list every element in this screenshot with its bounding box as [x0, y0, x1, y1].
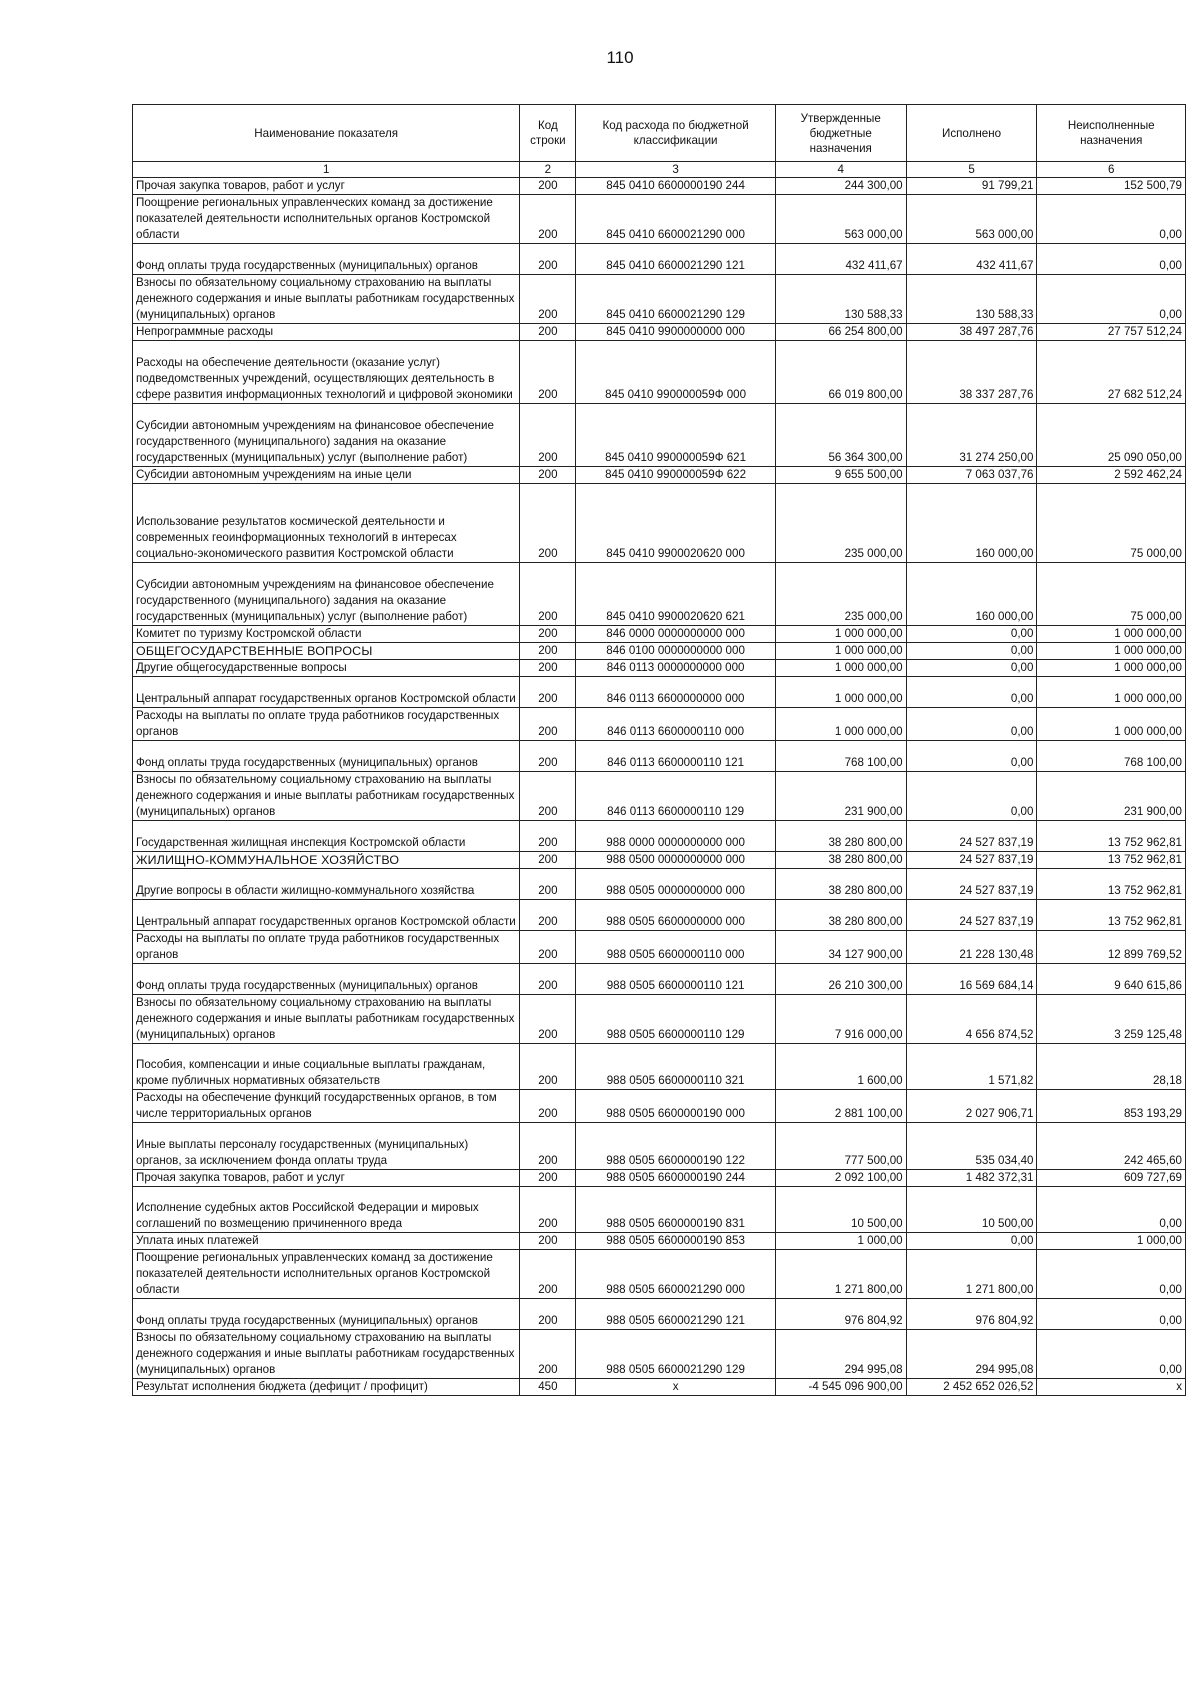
table-row — [133, 324, 1186, 341]
row-approved: 34 127 900,00 — [775, 931, 906, 964]
row-name: Фонд оплаты труда государственных (муниципальных) органов — [133, 964, 520, 995]
row-unexecuted: 231 900,00 — [1037, 772, 1186, 821]
row-name: Центральный аппарат государственных органов Костромской области — [133, 900, 520, 931]
table-row — [133, 995, 1186, 1044]
row-executed: 160 000,00 — [906, 563, 1037, 626]
row-approved: 294 995,08 — [775, 1330, 906, 1379]
row-executed: 1 571,82 — [906, 1044, 1037, 1090]
table-row — [133, 1090, 1186, 1123]
row-budget-code: 988 0505 6600000190 122 — [576, 1123, 775, 1170]
table-row — [133, 869, 1186, 900]
page-number: 110 — [606, 48, 634, 67]
row-line-code: 200 — [520, 708, 576, 741]
row-unexecuted: x — [1037, 1379, 1186, 1396]
row-unexecuted: 1 000 000,00 — [1037, 643, 1186, 660]
row-name: Расходы на обеспечение деятельности (оказание услуг) подведомственных учреждений, осуществляющих деятельность в сфере развития информационных технологий и цифровой экономики — [133, 341, 520, 404]
row-executed: 563 000,00 — [906, 195, 1037, 244]
row-line-code: 200 — [520, 772, 576, 821]
row-line-code: 200 — [520, 964, 576, 995]
table-row — [133, 467, 1186, 484]
row-line-code: 200 — [520, 677, 576, 708]
row-approved: 38 280 800,00 — [775, 900, 906, 931]
row-executed: 0,00 — [906, 677, 1037, 708]
row-line-code: 200 — [520, 1090, 576, 1123]
row-name: Расходы на выплаты по оплате труда работников государственных органов — [133, 931, 520, 964]
row-line-code: 200 — [520, 195, 576, 244]
table-header-row — [133, 105, 1186, 162]
row-budget-code: 988 0505 6600000190 853 — [576, 1233, 775, 1250]
row-name: Фонд оплаты труда государственных (муниципальных) органов — [133, 741, 520, 772]
row-name: ЖИЛИЩНО-КОММУНАЛЬНОЕ ХОЗЯЙСТВО — [133, 852, 520, 869]
row-name: Взносы по обязательному социальному страхованию на выплаты денежного содержания и иные выплаты работникам государственных (муниципальных) органов — [133, 275, 520, 324]
row-line-code: 200 — [520, 1170, 576, 1187]
table-row — [133, 821, 1186, 852]
row-executed: 432 411,67 — [906, 244, 1037, 275]
row-line-code: 200 — [520, 563, 576, 626]
row-approved: 66 254 800,00 — [775, 324, 906, 341]
row-budget-code: x — [576, 1379, 775, 1396]
column-number: 6 — [1037, 162, 1186, 178]
row-name: Субсидии автономным учреждениям на финансовое обеспечение государственного (муниципального) задания на оказание государственных (муниципальных) услуг (выполнение работ) — [133, 563, 520, 626]
row-unexecuted: 1 000 000,00 — [1037, 677, 1186, 708]
row-unexecuted: 1 000,00 — [1037, 1233, 1186, 1250]
row-unexecuted: 13 752 962,81 — [1037, 900, 1186, 931]
column-header-name: Наименование показателя — [133, 105, 520, 162]
row-executed: 1 482 372,31 — [906, 1170, 1037, 1187]
row-unexecuted: 768 100,00 — [1037, 741, 1186, 772]
row-approved: 235 000,00 — [775, 563, 906, 626]
row-unexecuted: 75 000,00 — [1037, 563, 1186, 626]
row-executed: 0,00 — [906, 660, 1037, 677]
row-executed: 31 274 250,00 — [906, 404, 1037, 467]
row-budget-code: 988 0505 6600000190 244 — [576, 1170, 775, 1187]
column-header-budget-code: Код расхода по бюджетной классификации — [576, 105, 775, 162]
table-row — [133, 677, 1186, 708]
row-executed: 2 027 906,71 — [906, 1090, 1037, 1123]
row-line-code: 200 — [520, 660, 576, 677]
row-unexecuted: 2 592 462,24 — [1037, 467, 1186, 484]
row-line-code: 450 — [520, 1379, 576, 1396]
row-approved: 2 881 100,00 — [775, 1090, 906, 1123]
row-executed: 21 228 130,48 — [906, 931, 1037, 964]
row-approved: 38 280 800,00 — [775, 821, 906, 852]
budget-execution-table — [132, 104, 1186, 1396]
row-name: Другие вопросы в области жилищно-коммунального хозяйства — [133, 869, 520, 900]
row-approved: 768 100,00 — [775, 741, 906, 772]
row-unexecuted: 0,00 — [1037, 1187, 1186, 1233]
table-row — [133, 900, 1186, 931]
row-unexecuted: 0,00 — [1037, 275, 1186, 324]
column-number: 1 — [133, 162, 520, 178]
column-header-approved: Утвержденные бюджетные назначения — [775, 105, 906, 162]
table-row — [133, 341, 1186, 404]
column-header-line-code: Код строки — [520, 105, 576, 162]
row-name: Центральный аппарат государственных органов Костромской области — [133, 677, 520, 708]
row-approved: 130 588,33 — [775, 275, 906, 324]
row-unexecuted: 28,18 — [1037, 1044, 1186, 1090]
row-line-code: 200 — [520, 467, 576, 484]
row-line-code: 200 — [520, 741, 576, 772]
table-row — [133, 1123, 1186, 1170]
row-name: Расходы на выплаты по оплате труда работников государственных органов — [133, 708, 520, 741]
row-approved: 7 916 000,00 — [775, 995, 906, 1044]
row-line-code: 200 — [520, 869, 576, 900]
table-row — [133, 660, 1186, 677]
table-row — [133, 178, 1186, 195]
row-approved: 231 900,00 — [775, 772, 906, 821]
row-budget-code: 988 0505 6600021290 121 — [576, 1299, 775, 1330]
row-budget-code: 988 0000 0000000000 000 — [576, 821, 775, 852]
row-name: Расходы на обеспечение функций государственных органов, в том числе территориальных органов — [133, 1090, 520, 1123]
row-line-code: 200 — [520, 178, 576, 195]
row-unexecuted: 0,00 — [1037, 1250, 1186, 1299]
column-header-unexecuted: Неисполненные назначения — [1037, 105, 1186, 162]
row-name: Иные выплаты персоналу государственных (муниципальных) органов, за исключением фонда оплаты труда — [133, 1123, 520, 1170]
table-row — [133, 275, 1186, 324]
row-approved: 2 092 100,00 — [775, 1170, 906, 1187]
row-unexecuted: 0,00 — [1037, 244, 1186, 275]
table-row — [133, 244, 1186, 275]
table-row — [133, 563, 1186, 626]
row-executed: 0,00 — [906, 626, 1037, 643]
row-unexecuted: 75 000,00 — [1037, 484, 1186, 563]
row-name: Взносы по обязательному социальному страхованию на выплаты денежного содержания и иные выплаты работникам государственных (муниципальных) органов — [133, 995, 520, 1044]
row-budget-code: 846 0113 6600000110 121 — [576, 741, 775, 772]
row-executed: 0,00 — [906, 708, 1037, 741]
table-row — [133, 964, 1186, 995]
row-line-code: 200 — [520, 244, 576, 275]
row-budget-code: 846 0113 6600000000 000 — [576, 677, 775, 708]
row-executed: 294 995,08 — [906, 1330, 1037, 1379]
row-budget-code: 988 0500 0000000000 000 — [576, 852, 775, 869]
row-name: ОБЩЕГОСУДАРСТВЕННЫЕ ВОПРОСЫ — [133, 643, 520, 660]
column-number: 5 — [906, 162, 1037, 178]
row-line-code: 200 — [520, 900, 576, 931]
row-executed: 24 527 837,19 — [906, 821, 1037, 852]
row-budget-code: 846 0100 0000000000 000 — [576, 643, 775, 660]
row-unexecuted: 13 752 962,81 — [1037, 869, 1186, 900]
table-row — [133, 772, 1186, 821]
row-approved: 1 000 000,00 — [775, 708, 906, 741]
row-budget-code: 988 0505 6600000110 121 — [576, 964, 775, 995]
row-approved: 26 210 300,00 — [775, 964, 906, 995]
row-budget-code: 988 0505 6600021290 129 — [576, 1330, 775, 1379]
row-unexecuted: 27 682 512,24 — [1037, 341, 1186, 404]
row-approved: 1 271 800,00 — [775, 1250, 906, 1299]
table-row — [133, 741, 1186, 772]
row-budget-code: 845 0410 9900000000 000 — [576, 324, 775, 341]
row-approved: 1 600,00 — [775, 1044, 906, 1090]
row-executed: 38 337 287,76 — [906, 341, 1037, 404]
row-executed: 24 527 837,19 — [906, 900, 1037, 931]
row-executed: 976 804,92 — [906, 1299, 1037, 1330]
table-row — [133, 484, 1186, 563]
row-line-code: 200 — [520, 1187, 576, 1233]
row-name: Прочая закупка товаров, работ и услуг — [133, 178, 520, 195]
row-unexecuted: 27 757 512,24 — [1037, 324, 1186, 341]
row-line-code: 200 — [520, 852, 576, 869]
row-unexecuted: 152 500,79 — [1037, 178, 1186, 195]
table-row — [133, 1299, 1186, 1330]
row-line-code: 200 — [520, 1044, 576, 1090]
row-budget-code: 845 0410 6600021290 121 — [576, 244, 775, 275]
row-approved: -4 545 096 900,00 — [775, 1379, 906, 1396]
row-name: Фонд оплаты труда государственных (муниципальных) органов — [133, 1299, 520, 1330]
row-unexecuted: 25 090 050,00 — [1037, 404, 1186, 467]
table-row — [133, 931, 1186, 964]
row-name: Результат исполнения бюджета (дефицит / профицит) — [133, 1379, 520, 1396]
row-line-code: 200 — [520, 1330, 576, 1379]
row-line-code: 200 — [520, 1299, 576, 1330]
table-row — [133, 1379, 1186, 1396]
row-line-code: 200 — [520, 1123, 576, 1170]
row-unexecuted: 0,00 — [1037, 195, 1186, 244]
table-row — [133, 404, 1186, 467]
row-approved: 56 364 300,00 — [775, 404, 906, 467]
row-budget-code: 846 0113 6600000110 129 — [576, 772, 775, 821]
row-executed: 0,00 — [906, 643, 1037, 660]
row-approved: 976 804,92 — [775, 1299, 906, 1330]
row-line-code: 200 — [520, 626, 576, 643]
row-name: Другие общегосударственные вопросы — [133, 660, 520, 677]
row-executed: 0,00 — [906, 1233, 1037, 1250]
row-unexecuted: 853 193,29 — [1037, 1090, 1186, 1123]
row-line-code: 200 — [520, 1250, 576, 1299]
row-line-code: 200 — [520, 995, 576, 1044]
table-row — [133, 1233, 1186, 1250]
row-unexecuted: 3 259 125,48 — [1037, 995, 1186, 1044]
row-name: Комитет по туризму Костромской области — [133, 626, 520, 643]
row-budget-code: 845 0410 6600021290 000 — [576, 195, 775, 244]
table-row — [133, 708, 1186, 741]
row-line-code: 200 — [520, 324, 576, 341]
row-unexecuted: 9 640 615,86 — [1037, 964, 1186, 995]
row-unexecuted: 13 752 962,81 — [1037, 821, 1186, 852]
row-unexecuted: 1 000 000,00 — [1037, 708, 1186, 741]
row-executed: 16 569 684,14 — [906, 964, 1037, 995]
row-name: Поощрение региональных управленческих команд за достижение показателей деятельности исполнительных органов Костромской области — [133, 195, 520, 244]
row-executed: 535 034,40 — [906, 1123, 1037, 1170]
row-approved: 38 280 800,00 — [775, 852, 906, 869]
row-budget-code: 845 0410 6600021290 129 — [576, 275, 775, 324]
row-approved: 1 000,00 — [775, 1233, 906, 1250]
column-number-row — [133, 162, 1186, 178]
row-name: Поощрение региональных управленческих команд за достижение показателей деятельности исполнительных органов Костромской области — [133, 1250, 520, 1299]
table-body — [133, 178, 1186, 1396]
table-row — [133, 626, 1186, 643]
row-name: Фонд оплаты труда государственных (муниципальных) органов — [133, 244, 520, 275]
row-budget-code: 988 0505 6600000110 129 — [576, 995, 775, 1044]
row-budget-code: 988 0505 6600000110 000 — [576, 931, 775, 964]
row-budget-code: 846 0113 0000000000 000 — [576, 660, 775, 677]
table-row — [133, 1330, 1186, 1379]
row-budget-code: 845 0410 990000059Ф 621 — [576, 404, 775, 467]
row-name: Взносы по обязательному социальному страхованию на выплаты денежного содержания и иные выплаты работникам государственных (муниципальных) органов — [133, 1330, 520, 1379]
row-executed: 0,00 — [906, 741, 1037, 772]
row-approved: 244 300,00 — [775, 178, 906, 195]
row-approved: 777 500,00 — [775, 1123, 906, 1170]
row-executed: 24 527 837,19 — [906, 869, 1037, 900]
row-executed: 24 527 837,19 — [906, 852, 1037, 869]
row-line-code: 200 — [520, 484, 576, 563]
row-executed: 10 500,00 — [906, 1187, 1037, 1233]
row-unexecuted: 1 000 000,00 — [1037, 660, 1186, 677]
row-budget-code: 845 0410 990000059Ф 000 — [576, 341, 775, 404]
row-budget-code: 846 0113 6600000110 000 — [576, 708, 775, 741]
row-name: Взносы по обязательному социальному страхованию на выплаты денежного содержания и иные выплаты работникам государственных (муниципальных) органов — [133, 772, 520, 821]
row-executed: 38 497 287,76 — [906, 324, 1037, 341]
row-line-code: 200 — [520, 821, 576, 852]
row-name: Исполнение судебных актов Российской Федерации и мировых соглашений по возмещению причиненного вреда — [133, 1187, 520, 1233]
row-budget-code: 845 0410 990000059Ф 622 — [576, 467, 775, 484]
row-budget-code: 845 0410 9900020620 000 — [576, 484, 775, 563]
row-name: Субсидии автономным учреждениям на финансовое обеспечение государственного (муниципального) задания на оказание государственных (муниципальных) услуг (выполнение работ) — [133, 404, 520, 467]
row-executed: 1 271 800,00 — [906, 1250, 1037, 1299]
row-name: Уплата иных платежей — [133, 1233, 520, 1250]
column-number: 3 — [576, 162, 775, 178]
row-approved: 563 000,00 — [775, 195, 906, 244]
row-approved: 9 655 500,00 — [775, 467, 906, 484]
row-name: Непрограммные расходы — [133, 324, 520, 341]
row-unexecuted: 1 000 000,00 — [1037, 626, 1186, 643]
row-executed: 7 063 037,76 — [906, 467, 1037, 484]
row-approved: 432 411,67 — [775, 244, 906, 275]
column-number: 4 — [775, 162, 906, 178]
row-approved: 1 000 000,00 — [775, 660, 906, 677]
row-line-code: 200 — [520, 643, 576, 660]
row-approved: 10 500,00 — [775, 1187, 906, 1233]
table-row — [133, 1170, 1186, 1187]
row-budget-code: 988 0505 0000000000 000 — [576, 869, 775, 900]
table-row — [133, 1250, 1186, 1299]
table-row — [133, 852, 1186, 869]
column-number: 2 — [520, 162, 576, 178]
row-unexecuted: 0,00 — [1037, 1330, 1186, 1379]
table-row — [133, 643, 1186, 660]
row-unexecuted: 13 752 962,81 — [1037, 852, 1186, 869]
row-executed: 91 799,21 — [906, 178, 1037, 195]
row-executed: 160 000,00 — [906, 484, 1037, 563]
row-approved: 38 280 800,00 — [775, 869, 906, 900]
row-unexecuted: 609 727,69 — [1037, 1170, 1186, 1187]
row-line-code: 200 — [520, 931, 576, 964]
row-name: Пособия, компенсации и иные социальные выплаты гражданам, кроме публичных нормативных обязательств — [133, 1044, 520, 1090]
row-executed: 130 588,33 — [906, 275, 1037, 324]
row-approved: 1 000 000,00 — [775, 643, 906, 660]
row-budget-code: 988 0505 6600000190 000 — [576, 1090, 775, 1123]
row-line-code: 200 — [520, 341, 576, 404]
row-name: Субсидии автономным учреждениям на иные цели — [133, 467, 520, 484]
row-budget-code: 988 0505 6600000190 831 — [576, 1187, 775, 1233]
row-line-code: 200 — [520, 275, 576, 324]
row-unexecuted: 0,00 — [1037, 1299, 1186, 1330]
row-budget-code: 846 0000 0000000000 000 — [576, 626, 775, 643]
row-line-code: 200 — [520, 1233, 576, 1250]
table-row — [133, 1187, 1186, 1233]
row-unexecuted: 12 899 769,52 — [1037, 931, 1186, 964]
row-approved: 1 000 000,00 — [775, 677, 906, 708]
row-name: Государственная жилищная инспекция Костромской области — [133, 821, 520, 852]
row-budget-code: 988 0505 6600000000 000 — [576, 900, 775, 931]
table-row — [133, 195, 1186, 244]
row-line-code: 200 — [520, 404, 576, 467]
row-unexecuted: 242 465,60 — [1037, 1123, 1186, 1170]
row-name: Прочая закупка товаров, работ и услуг — [133, 1170, 520, 1187]
column-header-executed: Исполнено — [906, 105, 1037, 162]
table-row — [133, 1044, 1186, 1090]
row-executed: 2 452 652 026,52 — [906, 1379, 1037, 1396]
row-budget-code: 988 0505 6600021290 000 — [576, 1250, 775, 1299]
row-budget-code: 845 0410 6600000190 244 — [576, 178, 775, 195]
row-approved: 235 000,00 — [775, 484, 906, 563]
row-executed: 4 656 874,52 — [906, 995, 1037, 1044]
row-approved: 1 000 000,00 — [775, 626, 906, 643]
row-approved: 66 019 800,00 — [775, 341, 906, 404]
row-executed: 0,00 — [906, 772, 1037, 821]
row-name: Использование результатов космической деятельности и современных геоинформационных технологий в интересах социально-экономического развития Костромской области — [133, 484, 520, 563]
row-budget-code: 845 0410 9900020620 621 — [576, 563, 775, 626]
row-budget-code: 988 0505 6600000110 321 — [576, 1044, 775, 1090]
